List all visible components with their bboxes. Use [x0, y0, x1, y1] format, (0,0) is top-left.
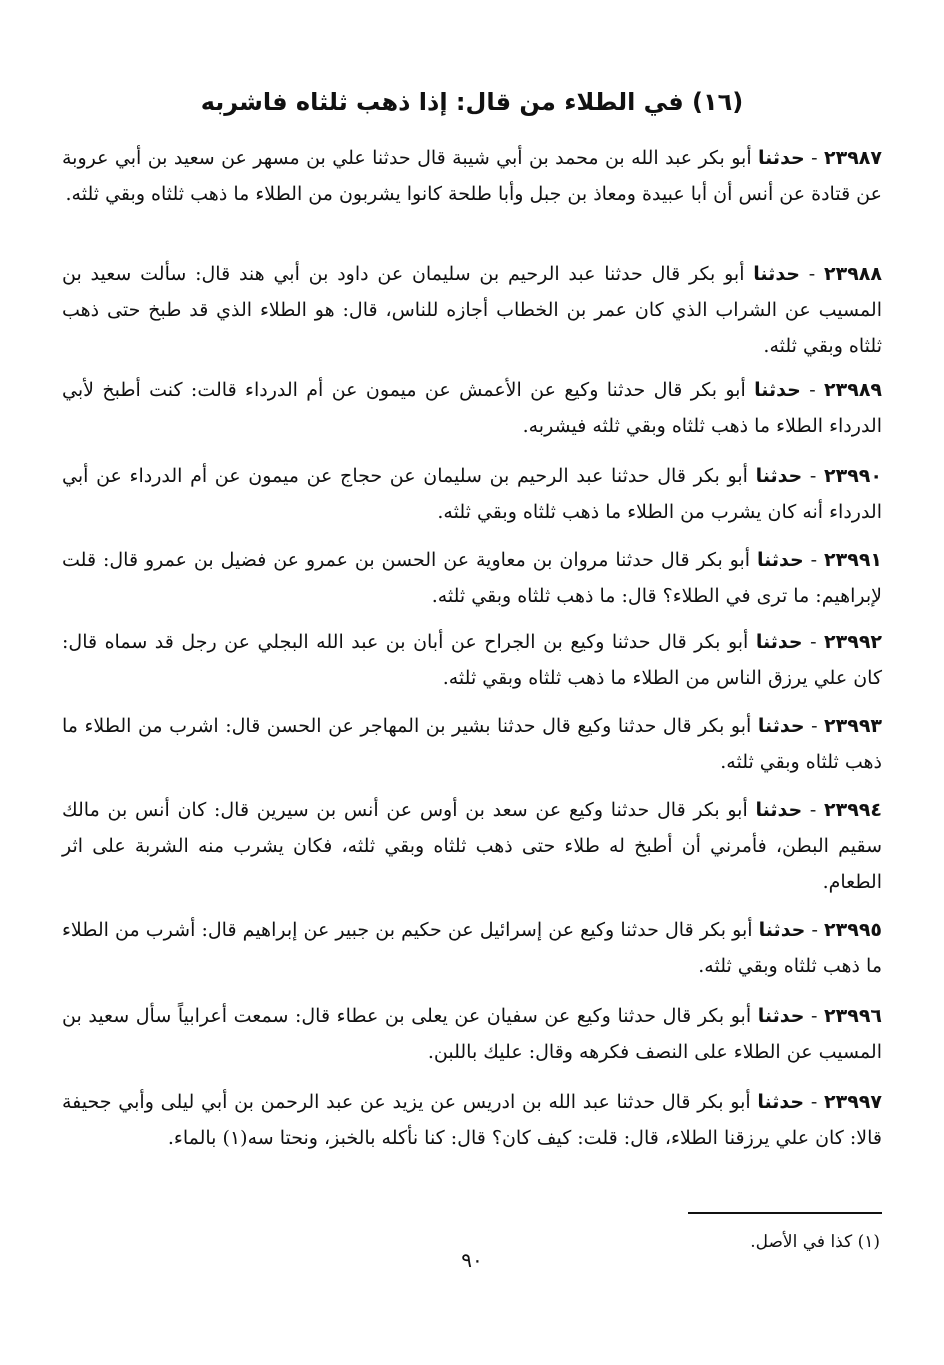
- hadith-text: أبو بكر قال حدثنا عبد الرحيم بن سليمان عن حجاج عن ميمون عن أم الدرداء عن أبي الدرداء أنه كان يشرب من الطلاء ما ذهب ثلثاه وبقي ثلثه.: [62, 465, 882, 523]
- hadith-paragraph: ٢٣٩٩٢ - حدثنا أبو بكر قال حدثنا وكيع بن الجراح عن أبان بن عبد الله البجلي عن رجل قد سماه قال: كان علي يرزق الناس من الطلاء ما ذهب ثلثاه وبقي ثلثه.: [62, 631, 883, 689]
- hadith-text: أبو بكر قال حدثنا عبد الرحيم بن سليمان عن داود بن أبي هند قال: سألت سعيد بن المسيب عن الشراب الذي كان عمر بن الخطاب أجازه للناس، قال: هو الطلاء الذي قد طبخ حتى ذهب ثلثاه وبقي ثلثه.: [62, 263, 882, 357]
- hadith-text: أبو بكر قال حدثنا وكيع عن إسرائيل عن حكيم بن جبير عن إبراهيم قال: أشرب من الطلاء ما ذهب ثلثاه وبقي ثلثه.: [62, 919, 882, 977]
- hadith-lead: حدثنا: [758, 919, 806, 941]
- hadith-text: أبو بكر قال حدثنا وكيع عن سعد بن أوس عن أنس بن سيرين قال: كان أنس بن مالك سقيم البطن، فأمرني أن أطبخ له طلاء حتى ذهب ثلثاه وبقي ثلثه، فكان يشرب منه الشربة على اثر الطعام.: [62, 799, 882, 893]
- hadith-number: ٢٣٩٩٣: [824, 715, 883, 737]
- hadith-text: أبو بكر قال حدثنا وكيع عن الأعمش عن ميمون عن أم الدرداء قالت: كنت أطبخ لأبي الدرداء الطلاء ما ذهب ثلثاه وبقي ثلثه فيشربه.: [62, 379, 882, 437]
- hadith-lead: حدثنا: [757, 1005, 805, 1027]
- hadith-lead: حدثنا: [755, 465, 803, 487]
- hadith-number: ٢٣٩٨٩: [824, 379, 883, 401]
- hadith-lead: حدثنا: [755, 631, 803, 653]
- hadith-paragraph: ٢٣٩٨٨ - حدثنا أبو بكر قال حدثنا عبد الرحيم بن سليمان عن داود بن أبي هند قال: سألت سعيد بن المسيب عن الشراب الذي كان عمر بن الخطاب أجازه للناس، قال: هو الطلاء الذي قد طبخ حتى ذهب ثلثاه وبقي ثلثه.: [62, 263, 882, 357]
- hadith-text: أبو بكر قال حدثنا مروان بن معاوية عن الحسن بن عمرو عن فضيل بن عمرو قال: قلت لإبراهيم: ما ترى في الطلاء؟ قال: ما ذهب ثلثاه وبقي ثلثه.: [62, 549, 882, 607]
- hadith-number: ٢٣٩٨٨: [824, 263, 882, 285]
- hadith-text: أبو بكر قال حدثنا وكيع بن الجراح عن أبان بن عبد الله البجلي عن رجل قد سماه قال: كان علي يرزق الناس من الطلاء ما ذهب ثلثاه وبقي ثلثه.: [62, 631, 882, 689]
- hadith-text: أبو بكر قال حدثنا وكيع قال حدثنا بشير بن المهاجر عن الحسن قال: اشرب من الطلاء ما ذهب ثلثاه وبقي ثلثه.: [62, 715, 882, 773]
- hadith-text: أبو بكر عبد الله بن محمد بن أبي شيبة قال حدثنا علي بن مسهر عن سعيد بن أبي عروبة عن قتادة عن أنس أن أبا عبيدة ومعاذ بن جبل وأبا طلحة كانوا يشربون من الطلاء ما ذهب ثلثاه وبقي ثلثه.: [62, 147, 882, 205]
- hadith-number: ٢٣٩٩٥: [824, 919, 883, 941]
- hadith-lead: حدثنا: [753, 263, 800, 285]
- hadith-paragraph: ٢٣٩٩٥ - حدثنا أبو بكر قال حدثنا وكيع عن إسرائيل عن حكيم بن جبير عن إبراهيم قال: أشرب من الطلاء ما ذهب ثلثاه وبقي ثلثه.: [62, 919, 883, 977]
- hadith-lead: حدثنا: [758, 147, 805, 169]
- hadith-text: أبو بكر قال حدثنا وكيع عن سفيان عن يعلى بن عطاء قال: سمعت أعرابياً سأل سعيد بن المسيب عن الطلاء على النصف فكرهه وقال: عليك باللبن.: [62, 1005, 882, 1063]
- hadith-paragraph: ٢٣٩٩١ - حدثنا أبو بكر قال حدثنا مروان بن معاوية عن الحسن بن عمرو عن فضيل بن عمرو قال: قلت لإبراهيم: ما ترى في الطلاء؟ قال: ما ذهب ثلثاه وبقي ثلثه.: [62, 549, 883, 607]
- hadith-number: ٢٣٩٩٧: [824, 1091, 882, 1113]
- hadith-number: ٢٣٩٩٠: [824, 465, 882, 487]
- footnote: (١) كذا في الأصل.: [750, 1232, 880, 1252]
- hadith-paragraph: ٢٣٩٨٩ - حدثنا أبو بكر قال حدثنا وكيع عن الأعمش عن ميمون عن أم الدرداء قالت: كنت أطبخ لأبي الدرداء الطلاء ما ذهب ثلثاه وبقي ثلثه فيشربه.: [62, 379, 883, 437]
- hadith-paragraph: ٢٣٩٩٤ - حدثنا أبو بكر قال حدثنا وكيع عن سعد بن أوس عن أنس بن سيرين قال: كان أنس بن مالك سقيم البطن، فأمرني أن أطبخ له طلاء حتى ذهب ثلثاه وبقي ثلثه، فكان يشرب منه الشربة على اثر الطعام.: [62, 799, 882, 893]
- hadith-lead: حدثنا: [757, 1091, 805, 1113]
- page-number: ٩٠: [461, 1248, 483, 1272]
- hadith-lead: حدثنا: [757, 715, 805, 737]
- hadith-number: ٢٣٩٩٤: [824, 799, 882, 821]
- hadith-paragraph: ٢٣٩٩٦ - حدثنا أبو بكر قال حدثنا وكيع عن سفيان عن يعلى بن عطاء قال: سمعت أعرابياً سأل سعيد بن المسيب عن الطلاء على النصف فكرهه وقال: عليك باللبن.: [62, 1005, 883, 1063]
- hadith-lead: حدثنا: [757, 549, 804, 571]
- hadith-paragraph: ٢٣٩٩٣ - حدثنا أبو بكر قال حدثنا وكيع قال حدثنا بشير بن المهاجر عن الحسن قال: اشرب من الطلاء ما ذهب ثلثاه وبقي ثلثه.: [62, 715, 883, 773]
- hadith-number: ٢٣٩٩٦: [824, 1005, 883, 1027]
- hadith-text: أبو بكر قال حدثنا عبد الله بن ادريس عن يزيد عن عبد الرحمن بن أبي ليلى وأبي جحيفة قالا: كان علي يرزقنا الطلاء، قال: قلت: كيف كان؟ قال: كنا نأكله بالخبز، ونحتا سه(١) بالماء.: [62, 1091, 882, 1149]
- hadith-number: ٢٣٩٨٧: [824, 147, 882, 169]
- hadith-lead: حدثنا: [755, 799, 803, 821]
- hadith-number: ٢٣٩٩١: [824, 549, 883, 571]
- hadith-number: ٢٣٩٩٢: [824, 631, 883, 653]
- hadith-paragraph: ٢٣٩٩٧ - حدثنا أبو بكر قال حدثنا عبد الله بن ادريس عن يزيد عن عبد الرحمن بن أبي ليلى وأبي جحيفة قالا: كان علي يرزقنا الطلاء، قال: قلت: كيف كان؟ قال: كنا نأكله بالخبز، ونحتا سه(١) بالماء.: [62, 1091, 882, 1149]
- chapter-title: (١٦) في الطلاء من قال: إذا ذهب ثلثاه فاشربه: [200, 88, 744, 116]
- hadith-lead: حدثنا: [754, 379, 801, 401]
- footnote-separator: [688, 1212, 882, 1214]
- hadith-paragraph: ٢٣٩٩٠ - حدثنا أبو بكر قال حدثنا عبد الرحيم بن سليمان عن حجاج عن ميمون عن أم الدرداء عن أبي الدرداء أنه كان يشرب من الطلاء ما ذهب ثلثاه وبقي ثلثه.: [62, 465, 882, 523]
- hadith-paragraph: ٢٣٩٨٧ - حدثنا أبو بكر عبد الله بن محمد بن أبي شيبة قال حدثنا علي بن مسهر عن سعيد بن أبي عروبة عن قتادة عن أنس أن أبا عبيدة ومعاذ بن جبل وأبا طلحة كانوا يشربون من الطلاء ما ذهب ثلثاه وبقي ثلثه.: [62, 147, 882, 205]
